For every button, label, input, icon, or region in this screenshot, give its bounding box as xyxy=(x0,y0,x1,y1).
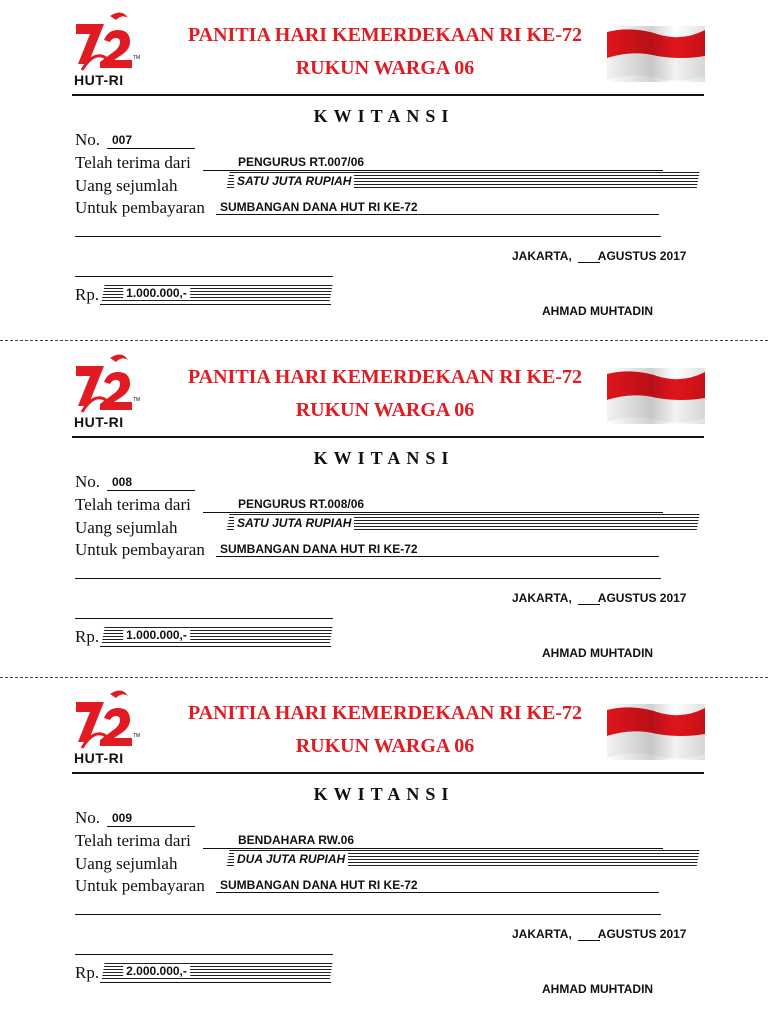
purpose-label: Untuk pembayaran xyxy=(75,540,205,559)
amount-words-value: SATU JUTA RUPIAH xyxy=(234,516,354,530)
svg-text:TM: TM xyxy=(133,733,141,739)
amount-words-hatch-field xyxy=(226,172,699,190)
receipt-number: 008 xyxy=(112,475,133,489)
organization-line2: RUKUN WARGA 06 xyxy=(295,735,475,757)
amount-top-line xyxy=(75,276,333,277)
number-underline xyxy=(107,490,195,491)
place-date xyxy=(512,249,686,263)
purpose-underline xyxy=(216,556,659,557)
number-underline xyxy=(107,148,195,149)
hut-ri-72-logo xyxy=(70,352,144,432)
amount-words-hatch-field xyxy=(226,850,699,868)
organization-line1: PANITIA HARI KEMERDEKAAN RI KE-72 xyxy=(187,702,583,724)
amount-words-label: Uang sejumlah xyxy=(75,176,178,195)
cut-line xyxy=(0,677,768,678)
amount-words-label: Uang sejumlah xyxy=(75,518,178,537)
received-from-label: Telah terima dari xyxy=(75,153,191,172)
organization-line2: RUKUN WARGA 06 xyxy=(295,57,475,79)
amount-words-value: SATU JUTA RUPIAH xyxy=(234,174,354,188)
svg-text:TM: TM xyxy=(133,55,141,61)
logo-text: HUT-RI xyxy=(74,414,124,430)
received-from-underline xyxy=(203,512,663,513)
organization-header xyxy=(160,24,610,80)
cut-line xyxy=(0,340,768,341)
purpose-label: Untuk pembayaran xyxy=(75,198,205,217)
rp-label: Rp. xyxy=(75,285,100,304)
amount-value: 1.000.000,- xyxy=(123,628,190,642)
received-from-row xyxy=(75,831,191,851)
svg-text:TM: TM xyxy=(133,397,141,403)
city: JAKARTA, xyxy=(512,249,572,263)
purpose-underline xyxy=(216,892,659,893)
received-from-label: Telah terima dari xyxy=(75,495,191,514)
purpose-value: SUMBANGAN DANA HUT RI KE-72 xyxy=(220,542,418,556)
indonesia-flag-icon xyxy=(607,26,705,82)
amount-underline xyxy=(100,646,331,647)
received-from-row xyxy=(75,495,191,515)
purpose-value: SUMBANGAN DANA HUT RI KE-72 xyxy=(220,878,418,892)
amount-words-label: Uang sejumlah xyxy=(75,854,178,873)
extra-line xyxy=(75,914,661,915)
purpose-row xyxy=(75,198,205,218)
amount-hatch-field xyxy=(101,627,332,645)
city: JAKARTA, xyxy=(512,591,572,605)
extra-line xyxy=(75,578,661,579)
receipt-009 xyxy=(0,678,768,1014)
receipt-number: 009 xyxy=(112,811,133,825)
extra-line xyxy=(75,236,661,237)
place-date xyxy=(512,591,686,605)
amount-words-value: DUA JUTA RUPIAH xyxy=(234,852,348,866)
amount-hatch-field xyxy=(101,963,332,981)
number-label: No. xyxy=(75,130,101,149)
purpose-row xyxy=(75,876,205,896)
received-from-underline xyxy=(203,848,663,849)
amount-value: 2.000.000,- xyxy=(123,964,190,978)
hut-ri-72-logo xyxy=(70,688,144,768)
receipt-title: KWITANSI xyxy=(313,448,455,468)
amount-underline xyxy=(100,304,331,305)
organization-line2: RUKUN WARGA 06 xyxy=(295,399,475,421)
amount-row xyxy=(75,627,99,647)
number-underline xyxy=(107,826,195,827)
number-row xyxy=(75,472,100,492)
signer-name: AHMAD MUHTADIN xyxy=(542,304,654,318)
amount-row xyxy=(75,285,99,305)
organization-header xyxy=(160,366,610,422)
logo-text: HUT-RI xyxy=(74,72,124,88)
logo-text: HUT-RI xyxy=(74,750,124,766)
day-blank-line xyxy=(578,940,600,941)
indonesia-flag-icon xyxy=(607,368,705,424)
receipt-title: KWITANSI xyxy=(313,784,455,804)
amount-underline xyxy=(100,982,331,983)
indonesia-flag-icon xyxy=(607,704,705,760)
amount-value: 1.000.000,- xyxy=(123,286,190,300)
day-blank-line xyxy=(578,262,600,263)
amount-top-line xyxy=(75,618,333,619)
organization-header xyxy=(160,702,610,758)
received-from-value: PENGURUS RT.007/06 xyxy=(238,155,365,169)
amount-top-line xyxy=(75,954,333,955)
receipt-007 xyxy=(0,0,768,336)
city: JAKARTA, xyxy=(512,927,572,941)
received-from-value: PENGURUS RT.008/06 xyxy=(238,497,365,511)
number-label: No. xyxy=(75,472,101,491)
amount-words-row xyxy=(75,854,177,874)
number-label: No. xyxy=(75,808,101,827)
day-blank-line xyxy=(578,604,600,605)
received-from-value: BENDAHARA RW.06 xyxy=(238,833,355,847)
purpose-label: Untuk pembayaran xyxy=(75,876,205,895)
amount-words-row xyxy=(75,176,177,196)
month-year: AGUSTUS 2017 xyxy=(597,927,687,941)
place-date xyxy=(512,927,686,941)
received-from-label: Telah terima dari xyxy=(75,831,191,850)
purpose-row xyxy=(75,540,205,560)
received-from-row xyxy=(75,153,191,173)
signer-name: AHMAD MUHTADIN xyxy=(542,646,654,660)
hut-ri-72-logo xyxy=(70,10,144,90)
rp-label: Rp. xyxy=(75,963,100,982)
amount-words-hatch-field xyxy=(226,514,699,532)
amount-hatch-field xyxy=(101,285,332,303)
organization-line1: PANITIA HARI KEMERDEKAAN RI KE-72 xyxy=(187,366,583,388)
number-row xyxy=(75,808,100,828)
month-year: AGUSTUS 2017 xyxy=(597,591,687,605)
organization-line1: PANITIA HARI KEMERDEKAAN RI KE-72 xyxy=(187,24,583,46)
purpose-value: SUMBANGAN DANA HUT RI KE-72 xyxy=(220,200,418,214)
purpose-underline xyxy=(216,214,659,215)
header-divider xyxy=(72,772,704,774)
rp-label: Rp. xyxy=(75,627,100,646)
number-row xyxy=(75,130,100,150)
amount-row xyxy=(75,963,99,983)
amount-words-row xyxy=(75,518,177,538)
receipt-number: 007 xyxy=(112,133,133,147)
month-year: AGUSTUS 2017 xyxy=(597,249,687,263)
header-divider xyxy=(72,94,704,96)
received-from-underline xyxy=(203,170,663,171)
receipt-008 xyxy=(0,342,768,678)
signer-name: AHMAD MUHTADIN xyxy=(542,982,654,996)
receipt-title: KWITANSI xyxy=(313,106,455,126)
header-divider xyxy=(72,436,704,438)
